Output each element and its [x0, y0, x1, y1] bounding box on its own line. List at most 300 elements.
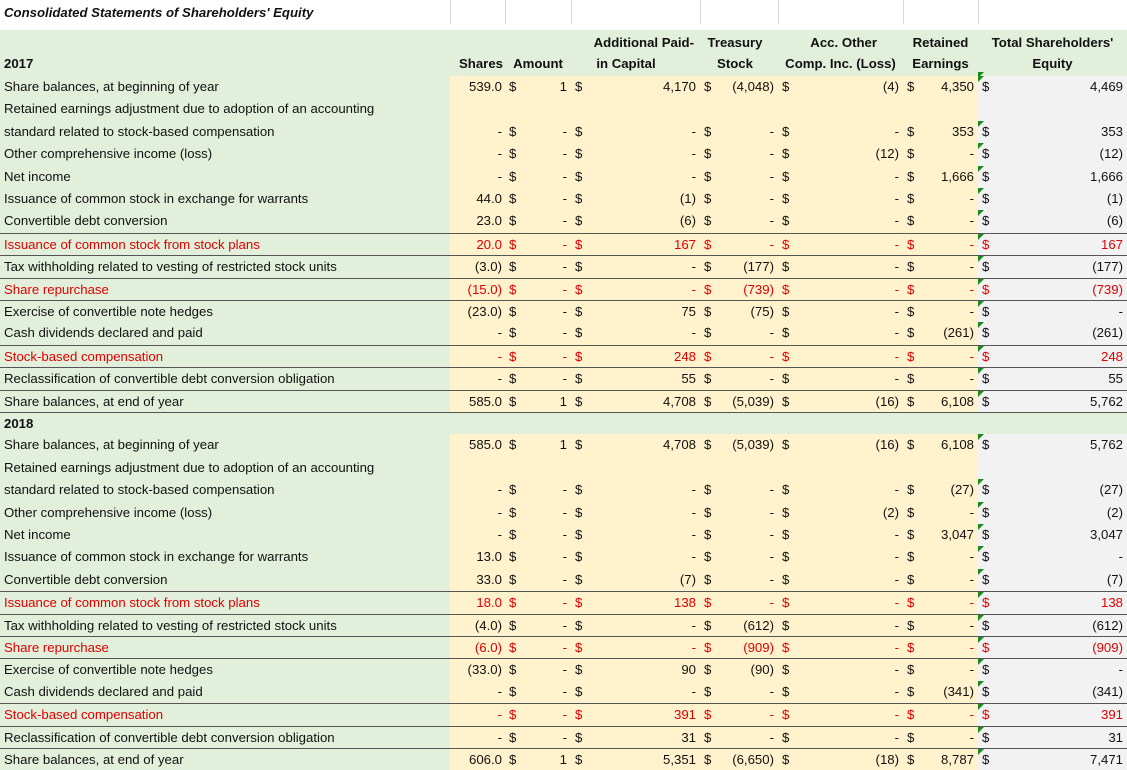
retained-cell[interactable]	[903, 681, 978, 703]
retained-cell[interactable]	[903, 659, 978, 680]
row-label[interactable]: Other comprehensive income (loss)	[0, 502, 450, 524]
treasury-cell[interactable]	[700, 322, 778, 344]
retained-cell[interactable]	[903, 592, 978, 613]
total-cell[interactable]	[978, 143, 1127, 165]
shares-cell[interactable]: 33.0	[450, 569, 505, 591]
currency-symbol: $	[509, 527, 517, 542]
aoci-cell[interactable]	[778, 210, 903, 232]
amount-cell[interactable]	[505, 524, 571, 546]
amount-cell[interactable]	[505, 457, 571, 479]
apic-cell-value: -	[691, 146, 696, 162]
currency-symbol: $	[982, 304, 990, 319]
shares-cell[interactable]	[450, 98, 505, 120]
aoci-cell[interactable]	[778, 637, 903, 658]
retained-cell[interactable]	[903, 279, 978, 300]
treasury-cell[interactable]	[700, 457, 778, 479]
year-heading[interactable]: 2018	[4, 416, 34, 431]
currency-symbol: $	[982, 571, 990, 587]
apic-cell-value: 5,351	[662, 752, 696, 767]
row-label[interactable]: Retained earnings adjustment due to adoption of an accounting	[0, 98, 450, 120]
row-label[interactable]: Share balances, at beginning of year	[0, 434, 450, 456]
col-header-aoci-line1[interactable]: Acc. Other	[810, 35, 877, 50]
amount-cell[interactable]	[505, 346, 571, 367]
aoci-cell[interactable]	[778, 479, 903, 501]
shares-cell[interactable]: (33.0)	[450, 659, 505, 680]
col-header-apic-line1[interactable]: Additional Paid-	[593, 35, 694, 50]
total-cell[interactable]	[978, 256, 1127, 277]
aoci-cell[interactable]	[778, 727, 903, 748]
amount-cell[interactable]	[505, 256, 571, 277]
amount-cell[interactable]	[505, 546, 571, 568]
treasury-cell[interactable]	[700, 592, 778, 613]
apic-cell[interactable]	[571, 76, 700, 98]
currency-symbol: $	[575, 348, 583, 364]
treasury-cell[interactable]	[700, 346, 778, 367]
treasury-cell[interactable]	[700, 98, 778, 120]
treasury-cell[interactable]	[700, 279, 778, 300]
apic-cell[interactable]	[571, 749, 700, 770]
apic-cell[interactable]	[571, 615, 700, 636]
total-cell[interactable]	[978, 457, 1127, 479]
total-cell-value: (261)	[1092, 325, 1123, 341]
retained-cell[interactable]	[903, 569, 978, 591]
retained-cell[interactable]	[903, 368, 978, 389]
amount-cell[interactable]	[505, 569, 571, 591]
aoci-cell[interactable]	[778, 279, 903, 300]
retained-cell[interactable]	[903, 76, 978, 98]
retained-cell[interactable]	[903, 210, 978, 232]
col-header-shares[interactable]: Shares	[459, 56, 503, 71]
total-cell[interactable]	[978, 749, 1127, 770]
treasury-cell[interactable]	[700, 681, 778, 703]
page-title[interactable]: Consolidated Statements of Shareholders' Equity	[4, 5, 314, 20]
aoci-cell[interactable]	[778, 234, 903, 255]
retained-cell[interactable]	[903, 502, 978, 524]
aoci-cell[interactable]	[778, 546, 903, 568]
apic-cell-value: 391	[673, 707, 696, 723]
shares-cell[interactable]: 18.0	[450, 592, 505, 613]
col-header-amount[interactable]: Amount	[513, 56, 563, 71]
amount-cell-value: 1	[559, 393, 567, 409]
shares-cell[interactable]: -	[450, 143, 505, 165]
shares-cell[interactable]: -	[450, 524, 505, 546]
row-label[interactable]: Cash dividends declared and paid	[0, 322, 450, 344]
amount-cell[interactable]	[505, 210, 571, 232]
shares-cell[interactable]: 23.0	[450, 210, 505, 232]
apic-cell-value: 90	[681, 662, 696, 678]
currency-symbol: $	[782, 393, 790, 409]
shares-cell[interactable]: 585.0	[450, 391, 505, 412]
retained-cell[interactable]	[903, 166, 978, 188]
total-cell[interactable]	[978, 524, 1127, 546]
row-label[interactable]: Share balances, at beginning of year	[0, 76, 450, 98]
retained-cell[interactable]	[903, 749, 978, 770]
apic-cell[interactable]	[571, 368, 700, 389]
treasury-cell[interactable]	[700, 749, 778, 770]
col-header-treasury-line2[interactable]: Stock	[717, 56, 753, 71]
apic-cell[interactable]	[571, 322, 700, 344]
retained-cell-value: -	[969, 304, 974, 319]
total-cell[interactable]	[978, 704, 1127, 725]
retained-cell[interactable]	[903, 188, 978, 210]
apic-cell[interactable]	[571, 143, 700, 165]
aoci-cell[interactable]	[778, 256, 903, 277]
apic-cell[interactable]	[571, 210, 700, 232]
row-label[interactable]: Issuance of common stock from stock plans	[0, 234, 450, 255]
apic-cell[interactable]	[571, 592, 700, 613]
treasury-cell[interactable]	[700, 546, 778, 568]
currency-symbol: $	[509, 168, 517, 184]
apic-cell[interactable]	[571, 637, 700, 658]
total-cell[interactable]	[978, 166, 1127, 188]
amount-cell[interactable]	[505, 143, 571, 165]
retained-cell[interactable]	[903, 637, 978, 658]
aoci-cell[interactable]	[778, 569, 903, 591]
apic-cell[interactable]	[571, 434, 700, 456]
retained-cell[interactable]	[903, 704, 978, 725]
total-cell[interactable]	[978, 76, 1127, 98]
total-cell[interactable]	[978, 479, 1127, 501]
treasury-cell[interactable]	[700, 659, 778, 680]
total-cell[interactable]	[978, 368, 1127, 389]
treasury-cell[interactable]	[700, 727, 778, 748]
apic-cell[interactable]	[571, 121, 700, 143]
treasury-cell-value: -	[769, 549, 774, 565]
apic-cell[interactable]	[571, 659, 700, 680]
currency-symbol: $	[575, 191, 583, 206]
shares-cell[interactable]: (23.0)	[450, 301, 505, 322]
apic-cell[interactable]	[571, 166, 700, 188]
retained-cell[interactable]	[903, 346, 978, 367]
apic-cell[interactable]	[571, 279, 700, 300]
apic-cell[interactable]	[571, 256, 700, 277]
aoci-cell[interactable]	[778, 659, 903, 680]
apic-cell-value: -	[691, 259, 696, 275]
amount-cell[interactable]	[505, 502, 571, 524]
treasury-cell[interactable]	[700, 210, 778, 232]
currency-symbol: $	[782, 662, 790, 678]
currency-symbol: $	[575, 281, 583, 297]
currency-symbol: $	[704, 504, 712, 520]
error-flag-icon	[978, 368, 984, 374]
treasury-cell[interactable]	[700, 502, 778, 524]
row-label[interactable]: Convertible debt conversion	[0, 210, 450, 232]
apic-cell[interactable]	[571, 524, 700, 546]
row-label[interactable]: Stock-based compensation	[0, 346, 450, 367]
total-cell[interactable]	[978, 502, 1127, 524]
amount-cell[interactable]	[505, 659, 571, 680]
shares-cell[interactable]: 585.0	[450, 434, 505, 456]
treasury-cell[interactable]	[700, 524, 778, 546]
row-label[interactable]: Tax withholding related to vesting of restricted stock units	[0, 256, 450, 277]
aoci-cell-value: -	[894, 729, 899, 745]
treasury-cell[interactable]	[700, 479, 778, 501]
retained-cell[interactable]	[903, 391, 978, 412]
row-label[interactable]: Stock-based compensation	[0, 704, 450, 725]
treasury-cell-value: (90)	[750, 662, 774, 678]
amount-cell-value: -	[562, 571, 567, 587]
amount-cell[interactable]	[505, 368, 571, 389]
row-label[interactable]: Share repurchase	[0, 637, 450, 658]
amount-cell[interactable]	[505, 279, 571, 300]
aoci-cell[interactable]	[778, 704, 903, 725]
shares-cell[interactable]: -	[450, 368, 505, 389]
total-cell[interactable]	[978, 391, 1127, 412]
shares-cell[interactable]: 20.0	[450, 234, 505, 255]
shares-cell[interactable]	[450, 457, 505, 479]
treasury-cell[interactable]	[700, 143, 778, 165]
total-cell[interactable]	[978, 727, 1127, 748]
shares-cell[interactable]: -	[450, 322, 505, 344]
aoci-cell[interactable]	[778, 368, 903, 389]
amount-cell[interactable]	[505, 234, 571, 255]
total-cell[interactable]	[978, 322, 1127, 344]
row-label[interactable]: Issuance of common stock in exchange for warrants	[0, 546, 450, 568]
retained-cell[interactable]	[903, 457, 978, 479]
row-label[interactable]: Net income	[0, 524, 450, 546]
aoci-cell[interactable]	[778, 457, 903, 479]
title-row	[0, 0, 1127, 24]
retained-cell-value: 6,108	[940, 437, 974, 453]
treasury-cell[interactable]	[700, 121, 778, 143]
treasury-cell[interactable]	[700, 615, 778, 636]
total-cell[interactable]	[978, 592, 1127, 613]
amount-cell-value: -	[562, 707, 567, 723]
shares-cell[interactable]: (4.0)	[450, 615, 505, 636]
shares-cell[interactable]: -	[450, 704, 505, 725]
apic-cell[interactable]	[571, 234, 700, 255]
row-label[interactable]: Net income	[0, 166, 450, 188]
amount-cell[interactable]	[505, 749, 571, 770]
retained-cell[interactable]	[903, 524, 978, 546]
currency-symbol: $	[782, 482, 790, 498]
currency-symbol: $	[509, 191, 517, 206]
shares-cell[interactable]: -	[450, 681, 505, 703]
retained-cell[interactable]	[903, 301, 978, 322]
currency-symbol: $	[982, 729, 990, 745]
treasury-cell[interactable]	[700, 76, 778, 98]
currency-symbol: $	[907, 571, 915, 587]
shares-cell[interactable]: 539.0	[450, 76, 505, 98]
apic-cell[interactable]	[571, 681, 700, 703]
row-label[interactable]: Convertible debt conversion	[0, 569, 450, 591]
amount-cell[interactable]	[505, 166, 571, 188]
row-label[interactable]: Issuance of common stock in exchange for warrants	[0, 188, 450, 210]
treasury-cell[interactable]	[700, 704, 778, 725]
total-cell[interactable]	[978, 434, 1127, 456]
apic-cell[interactable]	[571, 391, 700, 412]
aoci-cell-value: -	[894, 662, 899, 678]
aoci-cell[interactable]	[778, 592, 903, 613]
row-label[interactable]: standard related to stock-based compensation	[0, 479, 450, 501]
aoci-cell[interactable]	[778, 749, 903, 770]
col-header-total-line2[interactable]: Equity	[1032, 56, 1073, 71]
col-header-aoci-line2[interactable]: Comp. Inc. (Loss)	[785, 56, 896, 71]
amount-cell[interactable]	[505, 434, 571, 456]
col-header-total-line1[interactable]: Total Shareholders'	[991, 35, 1114, 50]
shares-cell[interactable]: -	[450, 479, 505, 501]
total-cell[interactable]	[978, 659, 1127, 680]
apic-cell[interactable]	[571, 98, 700, 120]
amount-cell[interactable]	[505, 479, 571, 501]
apic-cell[interactable]	[571, 502, 700, 524]
treasury-cell[interactable]	[700, 434, 778, 456]
amount-cell-value: -	[562, 371, 567, 387]
total-cell[interactable]	[978, 637, 1127, 658]
apic-cell[interactable]	[571, 188, 700, 210]
amount-cell[interactable]	[505, 121, 571, 143]
treasury-cell[interactable]	[700, 256, 778, 277]
amount-cell[interactable]	[505, 704, 571, 725]
apic-cell[interactable]	[571, 457, 700, 479]
shares-cell[interactable]: (6.0)	[450, 637, 505, 658]
retained-cell[interactable]	[903, 121, 978, 143]
retained-cell[interactable]	[903, 615, 978, 636]
currency-symbol: $	[704, 617, 712, 633]
treasury-cell[interactable]	[700, 368, 778, 389]
apic-cell[interactable]	[571, 546, 700, 568]
row-label[interactable]: standard related to stock-based compensation	[0, 121, 450, 143]
aoci-cell[interactable]	[778, 322, 903, 344]
amount-cell[interactable]	[505, 301, 571, 322]
total-cell-value: 353	[1100, 123, 1123, 139]
apic-cell-value: 4,708	[662, 437, 696, 453]
total-cell[interactable]	[978, 569, 1127, 591]
row-label[interactable]: Cash dividends declared and paid	[0, 681, 450, 703]
total-cell[interactable]	[978, 121, 1127, 143]
treasury-cell[interactable]	[700, 188, 778, 210]
error-flag-icon	[978, 166, 984, 172]
aoci-cell[interactable]	[778, 434, 903, 456]
error-flag-icon	[978, 592, 984, 598]
row-label[interactable]: Other comprehensive income (loss)	[0, 143, 450, 165]
aoci-cell[interactable]	[778, 524, 903, 546]
treasury-cell[interactable]	[700, 234, 778, 255]
col-header-treasury-line1[interactable]: Treasury	[707, 35, 763, 50]
retained-cell[interactable]	[903, 434, 978, 456]
row-label[interactable]: Retained earnings adjustment due to adoption of an accounting	[0, 457, 450, 479]
retained-cell[interactable]	[903, 727, 978, 748]
aoci-cell[interactable]	[778, 391, 903, 412]
total-cell[interactable]	[978, 234, 1127, 255]
row-label[interactable]: Share balances, at end of year	[0, 391, 450, 412]
shares-cell[interactable]: -	[450, 502, 505, 524]
total-cell-value: 391	[1100, 707, 1123, 723]
treasury-cell[interactable]	[700, 391, 778, 412]
row-label[interactable]: Exercise of convertible note hedges	[0, 659, 450, 680]
total-cell[interactable]	[978, 546, 1127, 568]
amount-cell[interactable]	[505, 322, 571, 344]
retained-cell[interactable]	[903, 234, 978, 255]
row-label[interactable]: Share balances, at end of year	[0, 749, 450, 770]
shares-cell[interactable]: (3.0)	[450, 256, 505, 277]
retained-cell[interactable]	[903, 479, 978, 501]
treasury-cell[interactable]	[700, 301, 778, 322]
currency-symbol: $	[704, 527, 712, 542]
aoci-cell[interactable]	[778, 143, 903, 165]
apic-cell[interactable]	[571, 301, 700, 322]
retained-cell[interactable]	[903, 322, 978, 344]
aoci-cell-value: -	[894, 571, 899, 587]
treasury-cell[interactable]	[700, 569, 778, 591]
currency-symbol: $	[509, 617, 517, 633]
row-label[interactable]: Reclassification of convertible debt conversion obligation	[0, 727, 450, 748]
amount-cell[interactable]	[505, 727, 571, 748]
aoci-cell-value: -	[894, 123, 899, 139]
apic-cell[interactable]	[571, 704, 700, 725]
year-heading-2017[interactable]: 2017	[4, 56, 34, 71]
col-header-retained-line2[interactable]: Earnings	[912, 56, 969, 71]
row-label[interactable]: Tax withholding related to vesting of restricted stock units	[0, 615, 450, 636]
amount-cell[interactable]	[505, 391, 571, 412]
currency-symbol: $	[704, 236, 712, 252]
total-cell[interactable]	[978, 279, 1127, 300]
retained-cell[interactable]	[903, 256, 978, 277]
total-cell[interactable]	[978, 346, 1127, 367]
aoci-cell[interactable]	[778, 502, 903, 524]
apic-cell[interactable]	[571, 479, 700, 501]
total-cell[interactable]	[978, 681, 1127, 703]
shares-cell[interactable]: 606.0	[450, 749, 505, 770]
total-cell[interactable]	[978, 615, 1127, 636]
amount-cell[interactable]	[505, 637, 571, 658]
shares-cell[interactable]: -	[450, 121, 505, 143]
total-cell[interactable]	[978, 210, 1127, 232]
aoci-cell[interactable]	[778, 301, 903, 322]
total-cell[interactable]	[978, 301, 1127, 322]
shares-cell[interactable]: -	[450, 166, 505, 188]
row-label[interactable]: Issuance of common stock from stock plans	[0, 592, 450, 613]
shares-cell[interactable]: -	[450, 346, 505, 367]
apic-cell[interactable]	[571, 346, 700, 367]
shares-cell[interactable]: -	[450, 727, 505, 748]
aoci-cell[interactable]	[778, 188, 903, 210]
aoci-cell[interactable]	[778, 76, 903, 98]
total-cell[interactable]	[978, 188, 1127, 210]
aoci-cell[interactable]	[778, 615, 903, 636]
aoci-cell[interactable]	[778, 346, 903, 367]
amount-cell[interactable]	[505, 615, 571, 636]
row-label[interactable]: Reclassification of convertible debt conversion obligation	[0, 368, 450, 389]
amount-cell[interactable]	[505, 188, 571, 210]
row-label[interactable]: Share repurchase	[0, 279, 450, 300]
aoci-cell[interactable]	[778, 166, 903, 188]
amount-cell[interactable]	[505, 76, 571, 98]
retained-cell[interactable]	[903, 546, 978, 568]
col-header-apic-line2[interactable]: in Capital	[596, 56, 656, 71]
total-cell[interactable]	[978, 98, 1127, 120]
aoci-cell[interactable]	[778, 98, 903, 120]
apic-cell[interactable]	[571, 569, 700, 591]
shares-cell[interactable]: 44.0	[450, 188, 505, 210]
currency-symbol: $	[509, 707, 517, 723]
shares-cell[interactable]: (15.0)	[450, 279, 505, 300]
retained-cell-value: -	[969, 729, 974, 745]
retained-cell[interactable]	[903, 98, 978, 120]
shares-cell[interactable]: 13.0	[450, 546, 505, 568]
apic-cell[interactable]	[571, 727, 700, 748]
amount-cell[interactable]	[505, 98, 571, 120]
row-label[interactable]: Exercise of convertible note hedges	[0, 301, 450, 322]
treasury-cell[interactable]	[700, 637, 778, 658]
treasury-cell[interactable]	[700, 166, 778, 188]
retained-cell[interactable]	[903, 143, 978, 165]
amount-cell[interactable]	[505, 592, 571, 613]
aoci-cell[interactable]	[778, 681, 903, 703]
aoci-cell[interactable]	[778, 121, 903, 143]
amount-cell[interactable]	[505, 681, 571, 703]
col-header-retained-line1[interactable]: Retained	[912, 35, 969, 50]
